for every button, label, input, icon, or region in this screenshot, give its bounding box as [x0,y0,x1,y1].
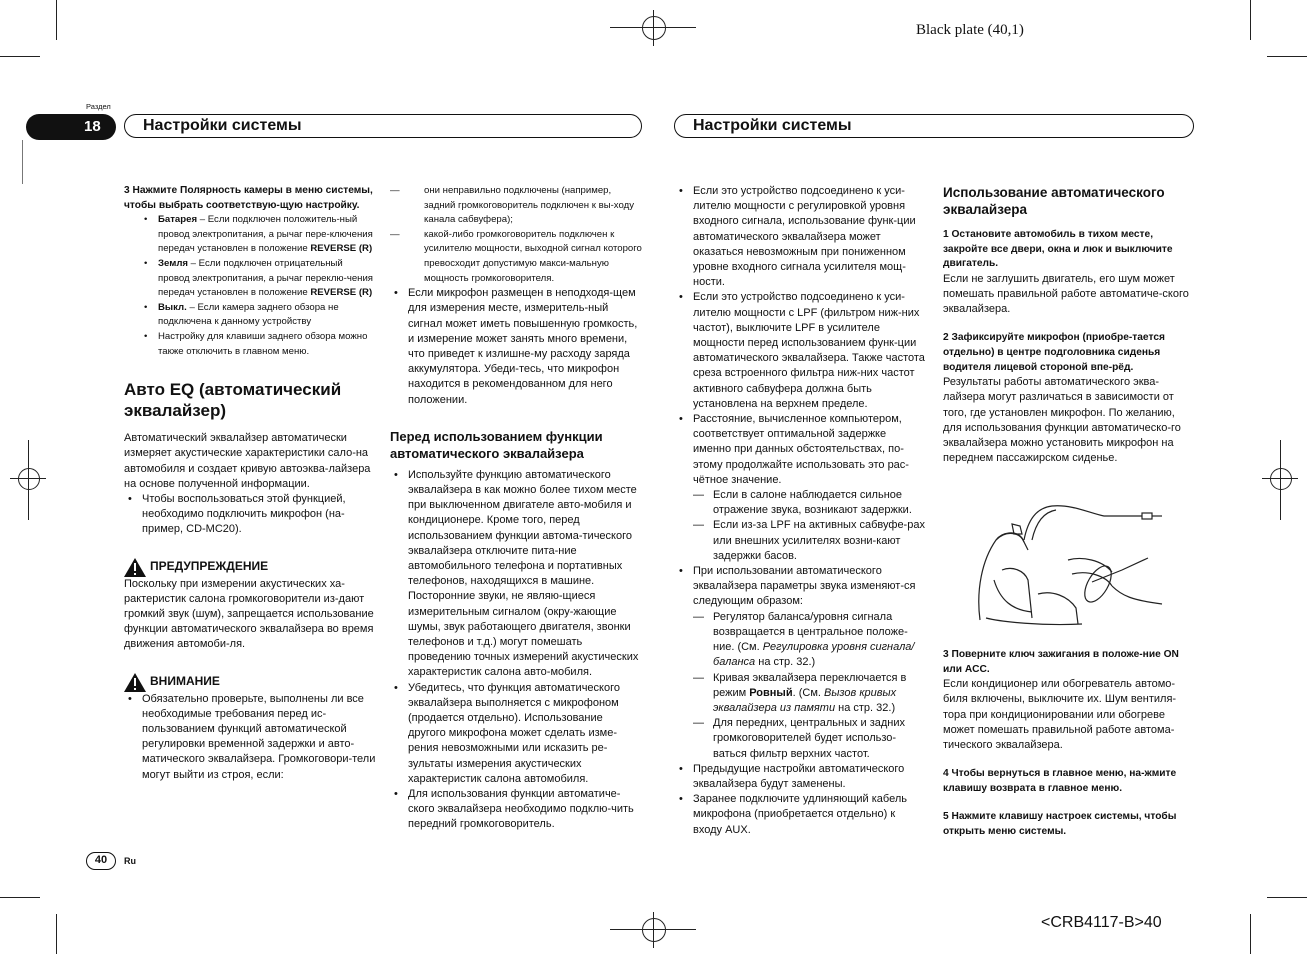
crop-mark [1267,897,1307,898]
list-item: • Расстояние, вычисленное компьютером, соответствует оптимальной задержке именно при данных обстоятельствах, по-этому продолжайте использовать это рас-чётное значение. [675,412,927,488]
registration-mark-top [610,10,696,46]
registration-mark-right [1262,440,1298,520]
caution-icon [124,673,146,692]
plate-label: Black plate (40,1) [916,22,1024,38]
language-label: Ru [124,856,136,866]
section-label: Раздел [86,102,111,111]
column-2 [390,184,642,833]
crop-mark [1250,0,1251,40]
header-bar-left [124,114,642,138]
section-heading: Авто EQ (автоматический эквалайзер) [124,380,342,421]
list-item: • Чтобы воспользоваться этой функцией, необходимо подключить микрофон (на-пример, CD-MC20). [124,492,376,538]
list-item: — Кривая эквалайзера переключается в режим Ровный. (См. Вызов кривых эквалайзера из памяти на стр. 32.) [693,671,927,717]
list-item: • Земля – Если подключен отрицательный провод электропитания, а рычаг переклю-чения передач установлен в положение REVERSE (R) [140,257,376,301]
column-4-bottom [943,648,1195,840]
section-number: 18 [84,118,101,135]
crop-mark [56,914,57,954]
section-tab [26,114,116,140]
crop-mark [56,0,57,40]
header-bar-right [674,114,1194,138]
list-item: — какой-либо громкоговоритель подключен к усилителю мощности, выходной сигнал которого превосходит допустимую макси-мальную мощность громкоговорителя. [390,228,642,286]
section-heading: Перед использованием функции автоматического эквалайзера [390,428,603,461]
microphone-seat-illustration [972,500,1168,632]
warning-text: Поскольку при измерении акустических ха-рактеристик салона громкоговорители из-дают громкий звук (шум), запрещается использование функции автоматического эквалайзера во время движения автомоби-ля. [124,577,374,651]
registration-mark-bottom [610,912,696,948]
list-item: • Если это устройство подсоединено к уси-лителю мощности с регулировкой уровня входного сигнала, использование функ-ции автоматического эквалайзера может оказаться невозможным при пониженном уровне входного сигнала усилителя мощ-ности. [675,184,927,290]
warning-title: ПРЕДУПРЕЖДЕНИЕ [124,558,376,577]
crop-mark [1250,914,1251,954]
warning-icon [124,558,146,577]
caution-text: • Обязательно проверьте, выполнены ли все необходимые требования перед ис-пользованием функций автоматической регулировки временной задержки и авто-матического эквалайзера. Громкоговори-тели могут выйти из строя, если: [124,692,376,783]
page-number-badge: 40 [86,852,116,870]
section-heading: Использование автоматического эквалайзера [943,185,1165,217]
paragraph: Если кондиционер или обогреватель автомо-биля включены, выключите их. Шум вентиля-тора при кондиционировании или обогреве может помешать правильной работе автома-тического эквалайзера. [943,678,1177,751]
list-item: — они неправильно подключены (например, задний громкоговоритель подключен к вы-ходу канала сабвуфера); [390,184,642,228]
step-1: 1 Остановите автомобиль в тихом месте, закройте все двери, окна и люк и выключите двигатель. [943,229,1173,270]
step-4: 4 Чтобы вернуться в главное меню, на-жмите клавишу возврата в главное меню. [943,768,1177,794]
list-item: • Если это устройство подсоединено к уси-лителю мощности с LPF (фильтром ниж-них частот), выключите LPF в усилителе мощности перед использованием функ-ции автоматического эквалайзера. Также частота среза встроенного фильтра ниж-них частот активного сабвуфера должна быть установлена на верхнем пределе. [675,290,927,412]
list-item: • Используйте функцию автоматического эквалайзера в как можно более тихом месте при выключенном двигателе авто-мобиля и кондиционере. Кроме того, перед использованием функции автома-тического эквалайзера отключите пита-ние автомобильного телефона и портативных телефонов, находящихся в машине. Посторонние звуки, не являю-щиеся измерительным сигналом (окру-жающие шумы, звук работающего двигателя, звонки телефонов и т.д.) могут помешать проведению точных измерений акустических характеристик салона авто-мобиля. [390,468,642,681]
column-1 [124,184,376,783]
list-item: • Для использования функции автоматиче-ского эквалайзера необходимо подклю-чить передний громкоговоритель. [390,787,642,833]
list-item: • Батарея – Если подключен положитель-ный провод электропитания, а рычаг пере-ключения передач установлен в положение REVERSE (R) [140,213,376,257]
list-item: — Для передних, центральных и задних громкоговорителей будет использо-ваться фильтр верхних частот. [693,716,927,762]
crop-mark [1267,56,1307,57]
column-4 [943,184,1195,466]
step-3: 3 Нажмите Полярность камеры в меню системы, чтобы выбрать соответствую-щую настройку. [124,185,373,211]
list-item: — Если в салоне наблюдается сильное отражение звука, возникают задержки. [693,488,927,518]
list-item: • При использовании автоматического эквалайзера параметры звука изменяют-ся следующим образом: [675,564,927,610]
crop-mark [0,56,40,57]
list-item: • Настройку для клавиши заднего обзора можно также отключить в главном меню. [140,330,376,359]
margin-rule [22,140,23,184]
paragraph: Автоматический эквалайзер автоматически измеряет акустические характеристики сало-на автомобиля и создает кривую автоэква-лайзера на основе полученной информации. [124,432,371,490]
crop-mark [0,897,40,898]
list-item: • Если микрофон размещен в неподходя-щем для измерения месте, измеритель-ный сигнал может иметь повышенную громкость, и измерение может занять много времени, что приведет к излишне-му расходу заряда аккумулятора. Убеди-тесь, что микрофон находится в рекомендованном для него положении. [390,286,642,408]
step-2: 2 Зафиксируйте микрофон (приобре-тается отдельно) в центре подголовника сиденья водителя лицевой стороной впе-рёд. [943,332,1165,373]
list-item: • Предыдущие настройки автоматического эквалайзера будут заменены. [675,762,927,792]
page-title-left: Настройки системы [143,117,302,134]
caution-title: ВНИМАНИЕ [124,673,376,692]
list-item: • Заранее подключите удлиняющий кабель микрофона (приобретается отдельно) к входу AUX. [675,792,927,838]
step-5: 5 Нажмите клавишу настроек системы, чтобы открыть меню системы. [943,811,1177,837]
column-3 [675,184,927,838]
registration-mark-left [10,440,46,520]
document-code: <CRB4117-B>40 [1041,914,1162,931]
list-item: • Выкл. – Если камера заднего обзора не подключена к данному устройству [140,301,376,330]
paragraph: Если не заглушить двигатель, его шум может помешать правильной работе автоматиче-ского эквалайзера. [943,272,1189,316]
paragraph: Результаты работы автоматического эква-лайзера могут различаться в зависимости от того, где установлен микрофон. По желанию, для использования функции автоматическо-го эквалайзера можно установить микрофон на переднем пассажирском сиденье. [943,376,1181,465]
list-item: — Если из-за LPF на активных сабвуфе-рах или внешних усилителях возни-кают задержки басов. [693,518,927,564]
step-3: 3 Поверните ключ зажигания в положе-ние ON или ACC. [943,649,1179,675]
list-item: — Регулятор баланса/уровня сигнала возвращается в центральное положе-ние. (См. Регулировка уровня сигнала/баланса на стр. 32.) [693,610,927,671]
page-title-right: Настройки системы [693,117,852,134]
list-item: • Убедитесь, что функция автоматического эквалайзера выполняется с микрофоном (продается отдельно). Использование другого микрофона может сделать изме-рения невозможными или исказить ре-зультаты измерения акустических характеристик салона автомобиля. [390,681,642,787]
